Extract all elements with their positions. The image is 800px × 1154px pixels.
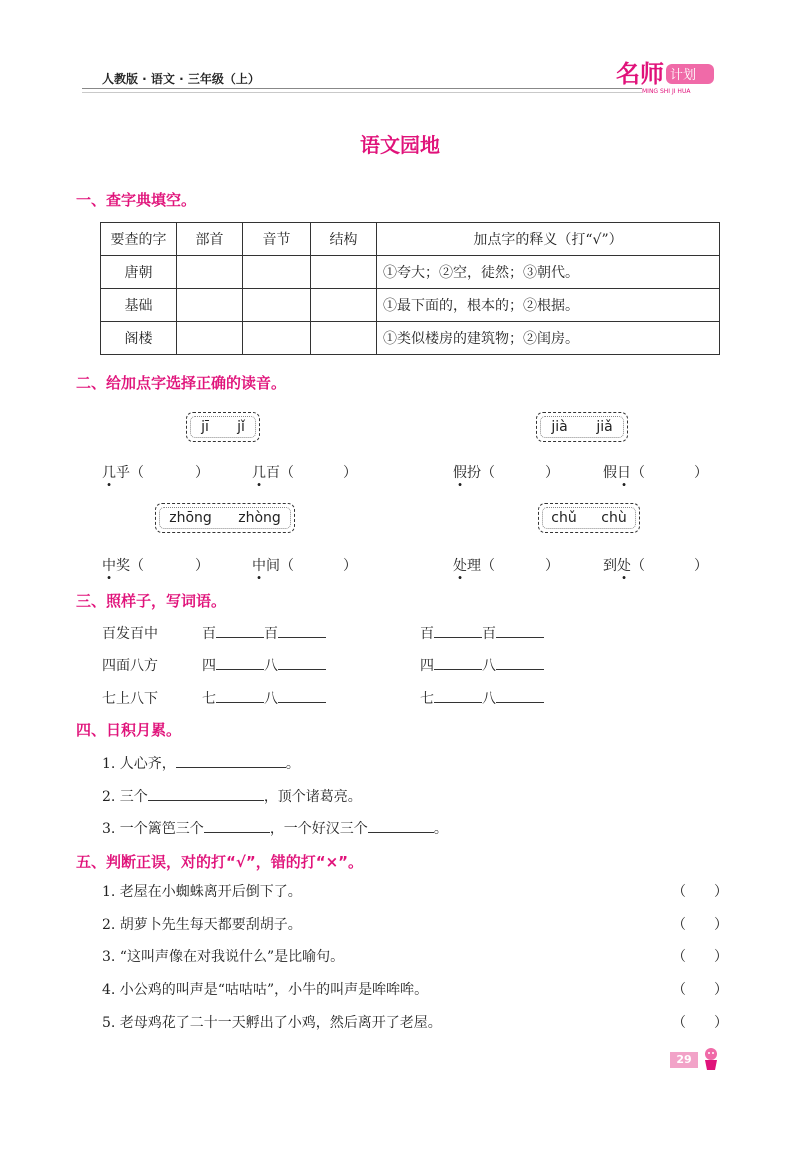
word-blank[interactable] xyxy=(434,623,482,638)
word-rest: 乎（ xyxy=(116,465,144,481)
accumulate-item xyxy=(102,753,300,773)
dotted-char: 假 xyxy=(453,465,467,481)
brand-logo xyxy=(612,52,722,96)
pinyin-box-ji xyxy=(186,412,260,442)
word-pattern xyxy=(420,623,544,643)
word-pattern xyxy=(202,655,326,675)
page-number: 29 xyxy=(670,1052,698,1068)
word-blank[interactable] xyxy=(434,688,482,703)
table-row xyxy=(101,322,720,355)
answer-paren[interactable]: ） xyxy=(545,558,559,574)
structure-cell[interactable] xyxy=(311,289,377,322)
accumulate-item xyxy=(102,786,362,806)
logo-sub-text: MING SHI JI HUA xyxy=(642,88,691,95)
col-header-radical: 部首 xyxy=(177,223,243,256)
radical-cell[interactable] xyxy=(177,289,243,322)
pattern-char: 八 xyxy=(264,691,278,707)
col-header-syllable: 音节 xyxy=(243,223,311,256)
pattern-char: 百 xyxy=(202,626,216,642)
word-blank[interactable] xyxy=(216,688,264,703)
table-row xyxy=(101,289,720,322)
pattern-char: 八 xyxy=(482,691,496,707)
word-pattern xyxy=(420,688,544,708)
judge-statement: 3. “这叫声像在对我说什么”是比喻句。 xyxy=(102,949,345,965)
item-text: ，一个好汉三个 xyxy=(269,821,368,837)
word-rest: 到 xyxy=(603,558,617,574)
radical-cell[interactable] xyxy=(177,256,243,289)
structure-cell[interactable] xyxy=(311,256,377,289)
structure-cell[interactable] xyxy=(311,322,377,355)
answer-paren[interactable]: ） xyxy=(195,465,209,481)
dotted-char: 中 xyxy=(252,558,266,574)
header-rule-light xyxy=(82,92,642,93)
table-word: 唐朝 xyxy=(101,256,177,289)
word-pattern xyxy=(202,623,326,643)
answer-paren[interactable]: ） xyxy=(545,465,559,481)
pattern-char: 八 xyxy=(482,658,496,674)
col-header-word: 要查的字 xyxy=(101,223,177,256)
word-rest: （ xyxy=(631,558,645,574)
pattern-char: 七 xyxy=(420,691,434,707)
judge-statement: 5. 老母鸡花了二十一天孵出了小鸡，然后离开了老屋。 xyxy=(102,1015,442,1031)
fill-blank[interactable] xyxy=(176,753,286,768)
page-title: 语文园地 xyxy=(360,133,440,157)
dotted-char: 几 xyxy=(102,465,116,481)
word-rest: 间（ xyxy=(266,558,294,574)
pattern-char: 百 xyxy=(420,626,434,642)
col-header-structure: 结构 xyxy=(311,223,377,256)
item-text: 1. 人心齐， xyxy=(102,756,176,772)
logo-main-text: 名师 xyxy=(616,59,664,88)
dotted-char: 处 xyxy=(453,558,467,574)
pinyin-item xyxy=(453,555,495,575)
pinyin-item xyxy=(252,462,294,482)
meaning-cell[interactable]: ①最下面的，根本的；②根据。 xyxy=(377,289,720,322)
pinyin-option[interactable]: chù xyxy=(601,510,627,526)
table-header-row xyxy=(101,223,720,256)
example-word: 七上八下 xyxy=(102,691,158,707)
pinyin-item xyxy=(252,555,294,575)
pinyin-item xyxy=(102,555,144,575)
judge-answer[interactable]: （ ） xyxy=(672,949,728,965)
meaning-cell[interactable]: ①类似楼房的建筑物；②闺房。 xyxy=(377,322,720,355)
word-blank[interactable] xyxy=(496,623,544,638)
table-row xyxy=(101,256,720,289)
pattern-char: 百 xyxy=(482,626,496,642)
pinyin-option[interactable]: zhòng xyxy=(238,510,281,526)
section-1-heading: 一、查字典填空。 xyxy=(76,191,197,209)
dotted-char: 处 xyxy=(617,558,631,574)
header-rule xyxy=(82,88,642,89)
syllable-cell[interactable] xyxy=(243,289,311,322)
pinyin-item xyxy=(603,555,645,575)
item-text: 2. 三个 xyxy=(102,789,148,805)
item-text: 。 xyxy=(433,821,448,837)
word-rest: 百（ xyxy=(266,465,294,481)
pattern-char: 四 xyxy=(420,658,434,674)
item-text: ，顶个诸葛亮。 xyxy=(263,789,362,805)
fill-blank[interactable] xyxy=(368,818,434,833)
pinyin-option[interactable]: jǐ xyxy=(237,419,245,435)
pinyin-option[interactable]: jī xyxy=(201,419,209,435)
word-blank[interactable] xyxy=(278,655,326,670)
accumulate-item xyxy=(102,818,448,838)
word-rest: 扮（ xyxy=(467,465,495,481)
fill-blank[interactable] xyxy=(148,786,264,801)
judge-answer[interactable]: （ ） xyxy=(672,917,728,933)
item-text: 。 xyxy=(285,756,300,772)
pinyin-item xyxy=(102,462,144,482)
pattern-char: 百 xyxy=(264,626,278,642)
section-5-heading: 五、判断正误，对的打“√”，错的打“×”。 xyxy=(76,853,364,871)
pinyin-option[interactable]: zhōng xyxy=(169,510,212,526)
syllable-cell[interactable] xyxy=(243,322,311,355)
mascot-icon xyxy=(700,1046,722,1072)
word-blank[interactable] xyxy=(278,623,326,638)
judge-answer[interactable]: （ ） xyxy=(672,884,728,900)
pinyin-box-chu xyxy=(538,503,640,533)
answer-paren[interactable]: ） xyxy=(343,465,357,481)
word-blank[interactable] xyxy=(496,655,544,670)
word-blank[interactable] xyxy=(496,688,544,703)
example-word: 四面八方 xyxy=(102,658,158,674)
pinyin-option[interactable]: jià xyxy=(551,419,568,435)
word-rest: （ xyxy=(631,465,645,481)
pinyin-box-zhong xyxy=(155,503,295,533)
dotted-char: 日 xyxy=(617,465,631,481)
table-word: 基础 xyxy=(101,289,177,322)
pattern-char: 七 xyxy=(202,691,216,707)
word-rest: 理（ xyxy=(467,558,495,574)
word-rest: 奖（ xyxy=(116,558,144,574)
answer-paren[interactable]: ） xyxy=(694,465,708,481)
section-2-heading: 二、给加点字选择正确的读音。 xyxy=(76,374,287,392)
answer-paren[interactable]: ） xyxy=(343,558,357,574)
pinyin-item xyxy=(603,462,645,482)
fill-blank[interactable] xyxy=(204,818,270,833)
judge-statement: 4. 小公鸡的叫声是“咕咕咕”，小牛的叫声是哞哞哞。 xyxy=(102,982,429,998)
dictionary-table xyxy=(100,222,720,355)
logo-badge-text: 计划 xyxy=(670,68,697,83)
pinyin-option[interactable]: jiǎ xyxy=(596,419,613,435)
section-3-heading: 三、照样子，写词语。 xyxy=(76,592,227,610)
col-header-meaning: 加点字的释义（打“√”） xyxy=(377,223,720,256)
judge-statement: 2. 胡萝卜先生每天都要刮胡子。 xyxy=(102,917,302,933)
pattern-char: 四 xyxy=(202,658,216,674)
word-pattern xyxy=(420,655,544,675)
dotted-char: 中 xyxy=(102,558,116,574)
example-word: 百发百中 xyxy=(102,626,158,642)
judge-answer[interactable]: （ ） xyxy=(672,1015,728,1031)
word-blank[interactable] xyxy=(434,655,482,670)
pinyin-item xyxy=(453,462,495,482)
item-text: 3. 一个篱笆三个 xyxy=(102,821,204,837)
section-4-heading: 四、日积月累。 xyxy=(76,721,182,739)
judge-answer[interactable]: （ ） xyxy=(672,982,728,998)
dotted-char: 几 xyxy=(252,465,266,481)
word-rest: 假 xyxy=(603,465,617,481)
pinyin-option[interactable]: chǔ xyxy=(551,510,577,526)
pinyin-box-jia xyxy=(536,412,628,442)
judge-statement: 1. 老屋在小蜘蛛离开后倒下了。 xyxy=(102,884,302,900)
answer-paren[interactable]: ） xyxy=(195,558,209,574)
pattern-char: 八 xyxy=(264,658,278,674)
header-text: 人教版 · 语文 · 三年级（上） xyxy=(102,72,260,86)
word-blank[interactable] xyxy=(216,623,264,638)
meaning-cell[interactable]: ①夸大；②空，徒然；③朝代。 xyxy=(377,256,720,289)
answer-paren[interactable]: ） xyxy=(694,558,708,574)
radical-cell[interactable] xyxy=(177,322,243,355)
table-word: 阁楼 xyxy=(101,322,177,355)
word-blank[interactable] xyxy=(216,655,264,670)
syllable-cell[interactable] xyxy=(243,256,311,289)
word-blank[interactable] xyxy=(278,688,326,703)
word-pattern xyxy=(202,688,326,708)
